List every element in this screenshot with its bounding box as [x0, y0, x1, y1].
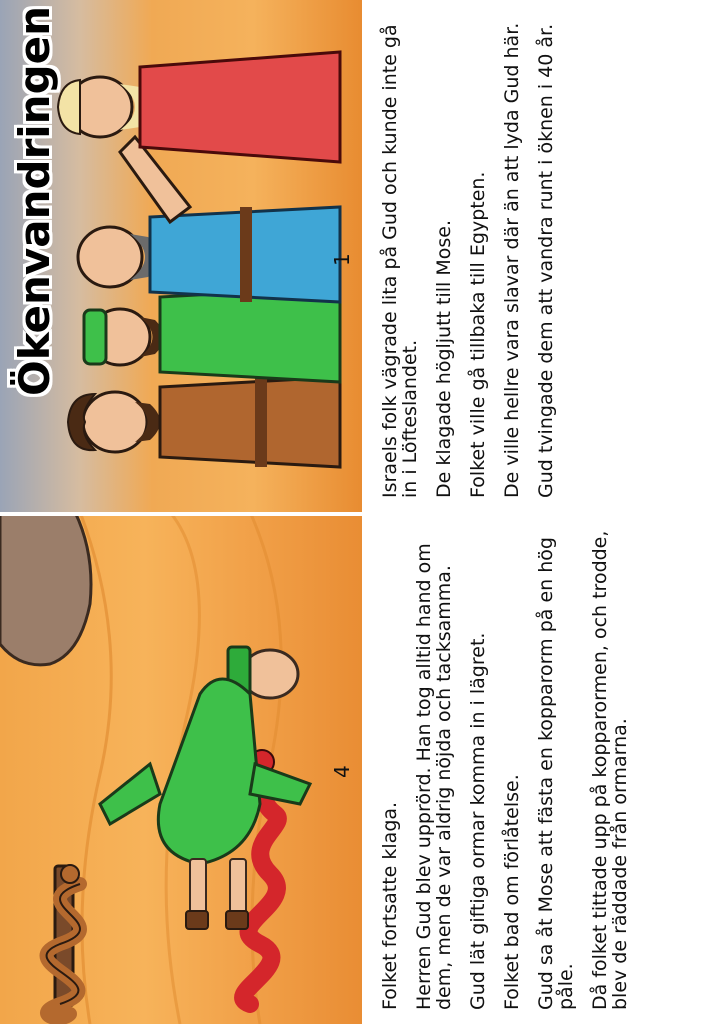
- paragraph: Gud sa åt Mose att fästa en kopparorm på en hög påle.: [535, 537, 577, 1010]
- page-number: 4: [330, 765, 354, 778]
- paragraph: Israels folk vägrade lita på Gud och kunde inte gå in i Löfteslandet.: [379, 24, 421, 498]
- page-1-text: [362, 0, 724, 512]
- page-4-text: [362, 512, 724, 1024]
- paragraph: De ville hellre vara slavar där än att lyda Gud här.: [501, 22, 523, 498]
- paragraph: Folket bad om förlåtelse.: [501, 774, 523, 1010]
- snake-illustration: [0, 512, 362, 1024]
- page-4: [0, 512, 724, 1024]
- paragraph: De klagade högljutt till Mose.: [433, 219, 455, 498]
- paragraph: Gud tvingade dem att vandra runt i öknen i 40 år.: [535, 23, 557, 498]
- people-illustration: [0, 0, 362, 512]
- page-title: Ökenvandringen: [10, 5, 59, 396]
- paragraph: Herren Gud blev upprörd. Han tog alltid hand om dem, men de var aldrig nöjda och tacksamma.: [413, 543, 455, 1010]
- paragraph: Folket ville gå tillbaka till Egypten.: [467, 171, 489, 498]
- page-number: 1: [330, 253, 354, 266]
- snake-scene-graphic: [0, 512, 362, 1024]
- paragraph: Folket fortsatte klaga.: [379, 801, 401, 1010]
- paragraph: Gud lät giftiga ormar komma in i lägret.: [467, 632, 489, 1010]
- paragraph: Då folket tittade upp på kopparormen, och trodde, blev de räddade från ormarna.: [589, 530, 631, 1010]
